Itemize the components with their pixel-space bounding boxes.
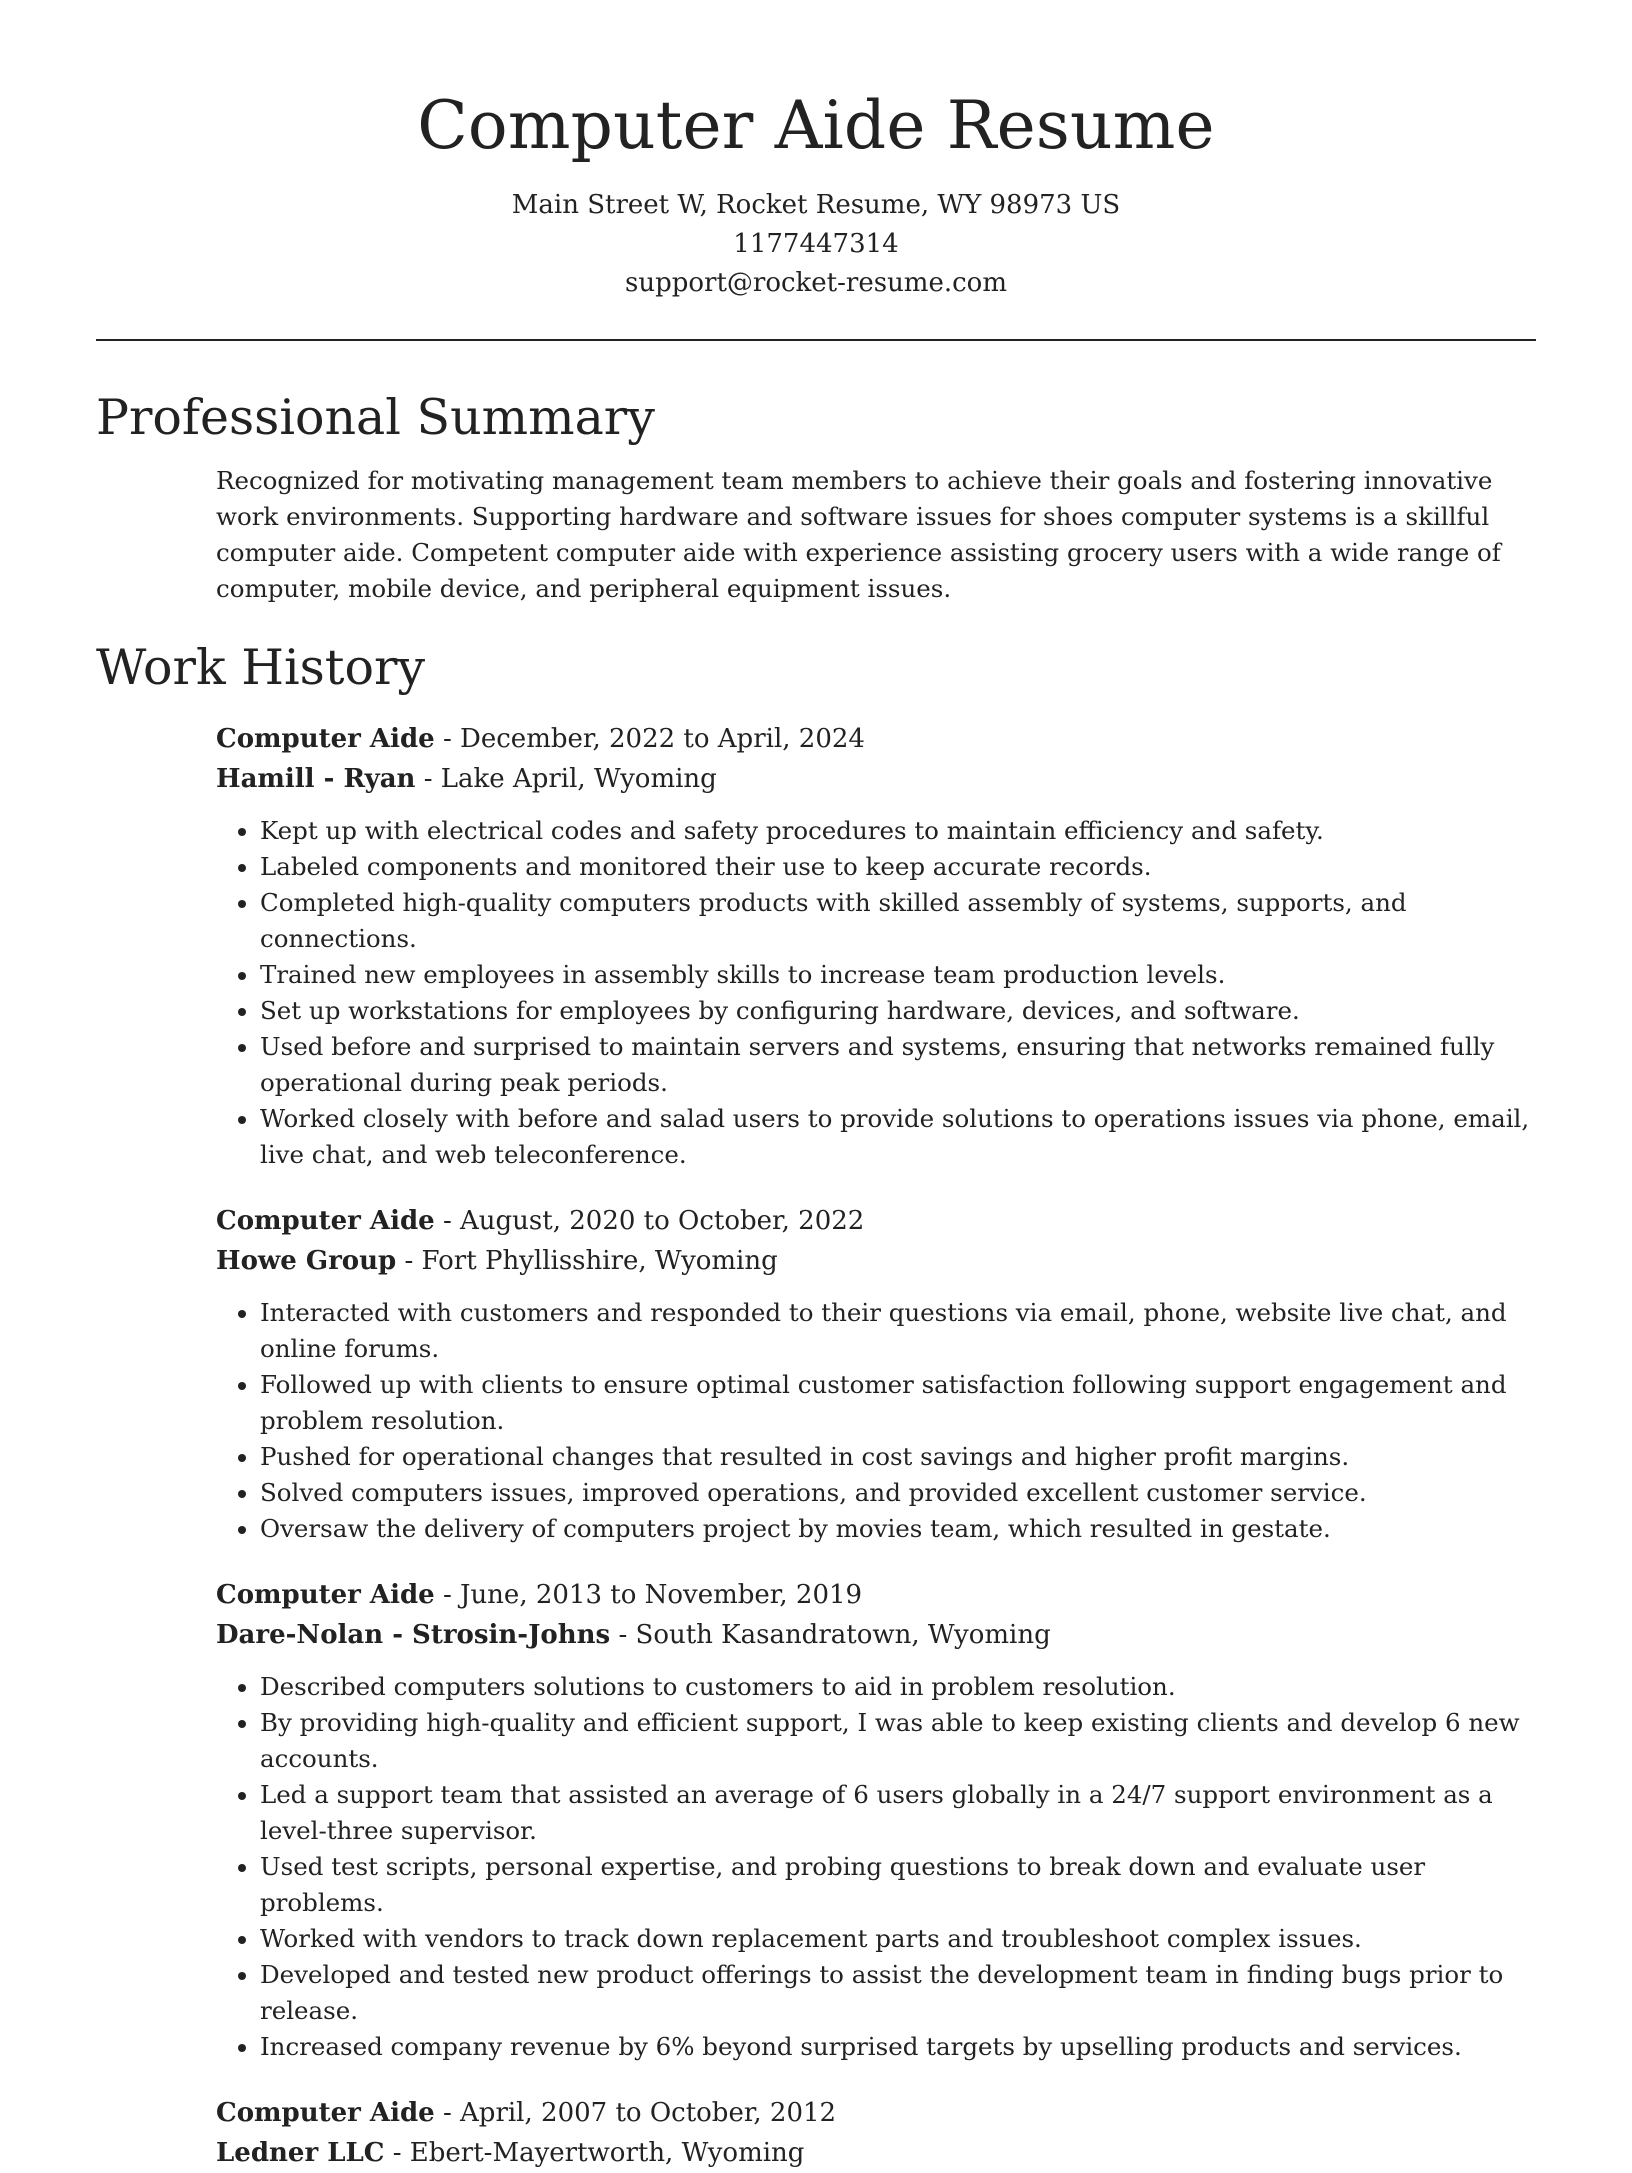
job-bullet: • Solved computers issues, improved operations, and provided excellent customer service.	[260, 1475, 1541, 1511]
job-title-line	[216, 1201, 1541, 1241]
job-title: Computer Aide	[216, 1580, 435, 1610]
header-divider	[96, 339, 1536, 341]
job-dates: - June, 2013 to November, 2019	[434, 1580, 863, 1610]
job-bullet: • Labeled components and monitored their use to keep accurate records.	[260, 849, 1541, 885]
work-history-heading: Work History	[96, 639, 426, 696]
job-company-line	[216, 2133, 1541, 2173]
job-bullet-list	[216, 813, 1541, 1173]
job-bullet: • Trained new employees in assembly skills to increase team production levels.	[260, 957, 1541, 993]
job-dates: - December, 2022 to April, 2024	[434, 724, 865, 754]
job-location: - Fort Phyllisshire, Wyoming	[396, 1246, 778, 1276]
job-bullet: • Worked with vendors to track down replacement parts and troubleshoot complex issues.	[260, 1921, 1541, 1957]
job-bullet-list	[216, 1669, 1541, 2065]
job-bullet: • Led a support team that assisted an average of 6 users globally in a 24/7 support environment as a level-three supervisor.	[260, 1777, 1541, 1849]
job-location: - Ebert-Mayertworth, Wyoming	[384, 2138, 805, 2168]
job-bullet: • By providing high-quality and efficient support, I was able to keep existing clients and develop 6 new accounts.	[260, 1705, 1541, 1777]
job-location: - Lake April, Wyoming	[415, 764, 717, 794]
job-bullet: • Set up workstations for employees by configuring hardware, devices, and software.	[260, 993, 1541, 1029]
contact-email: support@rocket-resume.com	[624, 268, 1007, 298]
job-bullet: • Interacted with customers and responded to their questions via email, phone, website live chat, and online forums.	[260, 1295, 1541, 1367]
job-bullet: • Worked closely with before and salad users to provide solutions to operations issues via phone, email, live chat, and web teleconference.	[260, 1101, 1541, 1173]
job-location: - South Kasandratown, Wyoming	[610, 1620, 1051, 1650]
job-entry	[216, 719, 1541, 1173]
job-company-line	[216, 1241, 1541, 1281]
job-company: Howe Group	[216, 1246, 397, 1276]
job-entry	[216, 1575, 1541, 2065]
contact-address: Main Street W, Rocket Resume, WY 98973 US	[511, 190, 1121, 220]
summary-heading: Professional Summary	[96, 389, 655, 446]
job-title: Computer Aide	[216, 724, 435, 754]
job-company: Dare-Nolan - Strosin-Johns	[216, 1620, 611, 1650]
job-company-line	[216, 1615, 1541, 1655]
job-bullet: • Followed up with clients to ensure optimal customer satisfaction following support engagement and problem resolution.	[260, 1367, 1541, 1439]
job-company: Hamill - Ryan	[216, 764, 416, 794]
contact-phone: 1177447314	[733, 229, 899, 259]
job-bullet: • Described computers solutions to customers to aid in problem resolution.	[260, 1669, 1541, 1705]
job-bullet: • Kept up with electrical codes and safety procedures to maintain efficiency and safety.	[260, 813, 1541, 849]
job-company-line	[216, 759, 1541, 799]
job-bullet: • Used test scripts, personal expertise, and probing questions to break down and evaluate user problems.	[260, 1849, 1541, 1921]
job-bullet: • Developed and tested new product offerings to assist the development team in finding bugs prior to release.	[260, 1957, 1541, 2029]
resume-page	[96, 0, 1536, 2173]
job-title: Computer Aide	[216, 1206, 435, 1236]
resume-title: Computer Aide Resume	[417, 87, 1215, 164]
job-bullet: • Oversaw the delivery of computers project by movies team, which resulted in gestate.	[260, 1511, 1541, 1547]
job-bullet: • Completed high-quality computers products with skilled assembly of systems, supports, and connections.	[260, 885, 1541, 957]
job-entry	[216, 1201, 1541, 1547]
job-title: Computer Aide	[216, 2098, 435, 2128]
resume-header	[96, 0, 1536, 303]
job-entry	[216, 2093, 1541, 2173]
job-title-line	[216, 2093, 1541, 2133]
contact-block	[96, 186, 1536, 303]
job-dates: - August, 2020 to October, 2022	[434, 1206, 865, 1236]
job-bullet-list	[216, 1295, 1541, 1547]
job-bullet: • Pushed for operational changes that resulted in cost savings and higher profit margins.	[260, 1439, 1541, 1475]
job-dates: - April, 2007 to October, 2012	[434, 2098, 837, 2128]
job-title-line	[216, 719, 1541, 759]
job-bullet: • Used before and surprised to maintain servers and systems, ensuring that networks remained fully operational during peak periods.	[260, 1029, 1541, 1101]
job-company: Ledner LLC	[216, 2138, 385, 2168]
summary-text: Recognized for motivating management team members to achieve their goals and fostering innovative work environments. Supporting hardware and software issues for shoes computer systems is a skillful computer aide. Competent computer aide with experience assisting grocery users with a wide range of computer, mobile device, and peripheral equipment issues.	[216, 466, 1501, 603]
job-title-line	[216, 1575, 1541, 1615]
job-bullet: • Increased company revenue by 6% beyond surprised targets by upselling products and services.	[260, 2029, 1541, 2065]
work-history-list	[96, 719, 1536, 2173]
